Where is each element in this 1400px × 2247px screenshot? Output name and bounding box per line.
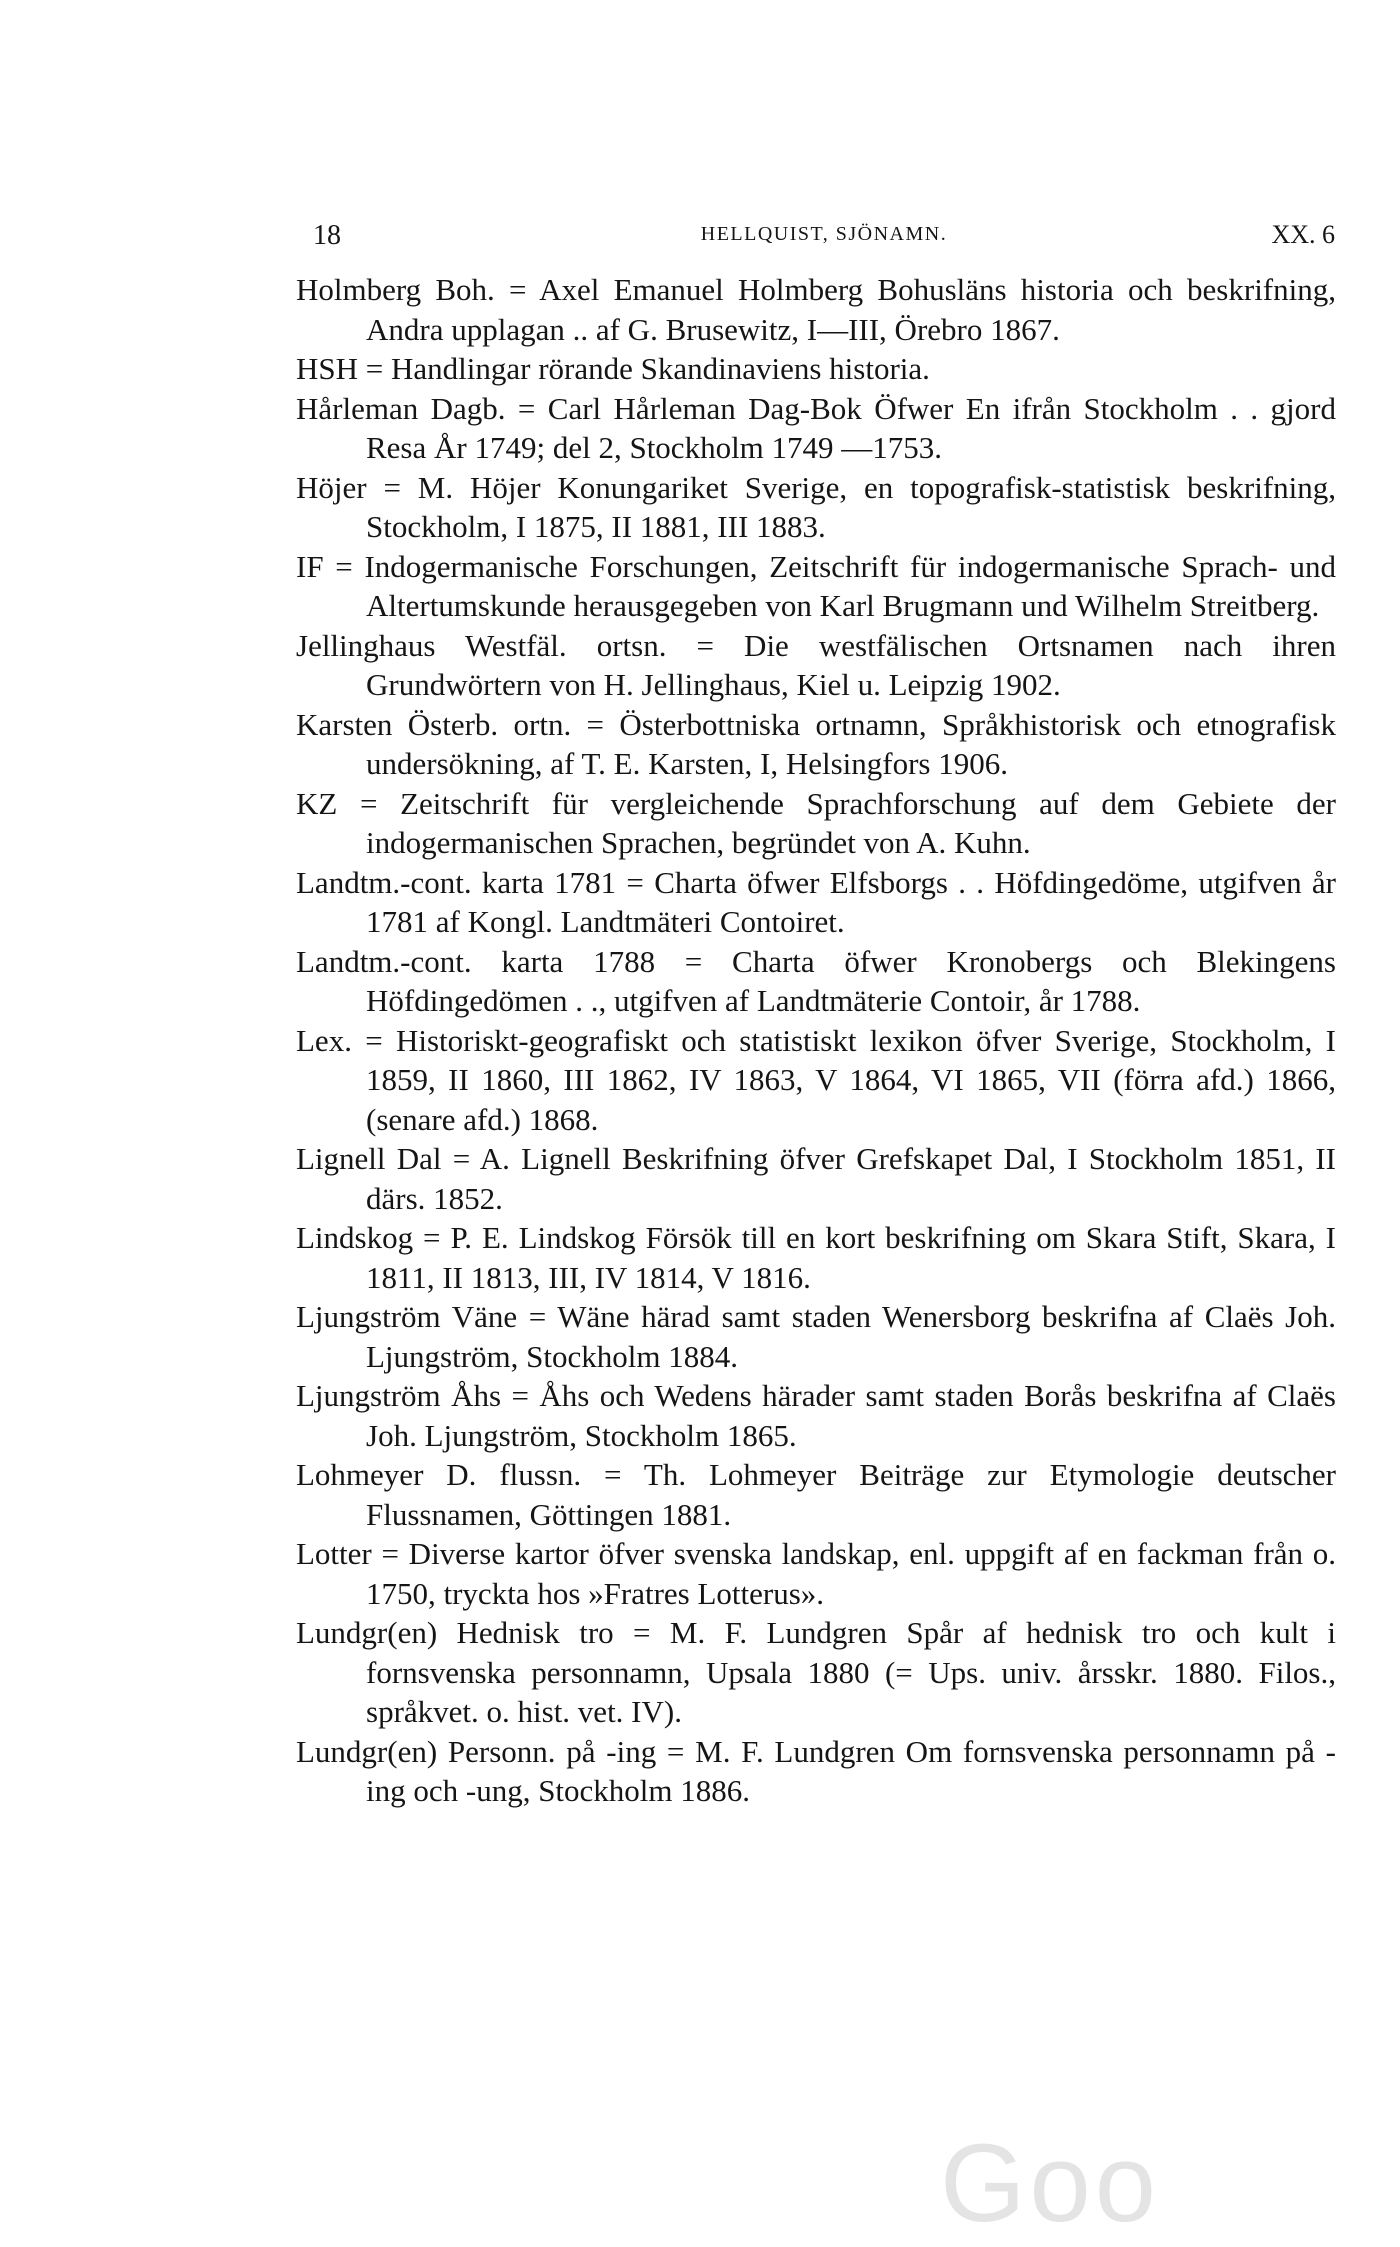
running-head: HELLQUIST, SJÖNAMN. [700,223,948,245]
bibliography-entry: HSH = Handlingar rörande Skandinaviens historia. [296,351,930,386]
bibliography-entry: Karsten Österb. ortn. = Österbottniska ortnamn, Språkhistorisk och etnografisk undersökning, af T. E. Karsten, I, Helsingfors 1906. [296,706,1336,781]
bibliography-entry: Lundgr(en) Hednisk tro = M. F. Lundgren Spår af hednisk tro och kult i fornsvenska personnamn, Upsala 1880 (= Ups. univ. årsskr. 1880. Filos., språkvet. o. hist. vet. IV). [296,1615,1336,1729]
bibliography-entry: Landtm.-cont. karta 1781 = Charta öfwer Elfsborgs . . Höfdingedöme, utgifven år 1781 af Kongl. Landtmäteri Contoiret. [296,864,1336,939]
bibliography-entry: Lohmeyer D. flussn. = Th. Lohmeyer Beiträge zur Etymologie deutscher Flussnamen, Göttingen 1881. [296,1457,1336,1532]
bibliography-entry: Holmberg Boh. = Axel Emanuel Holmberg Bohusläns historia och beskrifning, Andra upplagan .. af G. Brusewitz, I—III, Örebro 1867. [296,272,1336,347]
page-number: 18 [313,220,341,251]
bibliography-entry: Lindskog = P. E. Lindskog Försök till en kort beskrifning om Skara Stift, Skara, I 1811, II 1813, III, IV 1814, V 1816. [296,1220,1336,1295]
section-mark: XX. 6 [1271,220,1335,249]
bibliography-entry: Landtm.-cont. karta 1788 = Charta öfwer Kronobergs och Blekingens Höfdingedömen . ., utgifven af Landtmäterie Contoir, år 1788. [296,943,1336,1018]
page-header [313,220,1335,260]
bibliography-entry: Höjer = M. Höjer Konungariket Sverige, en topografisk-statistisk beskrifning, Stockholm, I 1875, II 1881, III 1883. [296,469,1336,544]
watermark: Goo [940,2122,1160,2245]
bibliography-list [296,270,1336,1811]
bibliography-entry: KZ = Zeitschrift für vergleichende Sprachforschung auf dem Gebiete der indogermanischen Sprachen, begründet von A. Kuhn. [296,785,1336,860]
bibliography-entry: Ljungström Väne = Wäne härad samt staden Wenersborg beskrifna af Claës Joh. Ljungström, Stockholm 1884. [296,1299,1336,1374]
bibliography-entry: Lignell Dal = A. Lignell Beskrifning öfver Grefskapet Dal, I Stockholm 1851, II därs. 1852. [296,1141,1336,1216]
bibliography-entry: IF = Indogermanische Forschungen, Zeitschrift für indogermanische Sprach- und Altertumskunde herausgegeben von Karl Brugmann und Wilhelm Streitberg. [296,548,1336,623]
bibliography-entry: Hårleman Dagb. = Carl Hårleman Dag-Bok Öfwer En ifrån Stockholm . . gjord Resa År 1749; del 2, Stockholm 1749 —1753. [296,390,1336,465]
bibliography-entry: Lex. = Historiskt-geografiskt och statistiskt lexikon öfver Sverige, Stockholm, I 1859, II 1860, III 1862, IV 1863, V 1864, VI 1865, VII (förra afd.) 1866, (senare afd.) 1868. [296,1022,1336,1137]
bibliography-entry: Lundgr(en) Personn. på -ing = M. F. Lundgren Om fornsvenska personnamn på -ing och -ung, Stockholm 1886. [296,1733,1336,1808]
bibliography-entry: Jellinghaus Westfäl. ortsn. = Die westfälischen Ortsnamen nach ihren Grundwörtern von H. Jellinghaus, Kiel u. Leipzig 1902. [296,627,1336,702]
bibliography-entry: Ljungström Åhs = Åhs och Wedens härader samt staden Borås beskrifna af Claës Joh. Ljungström, Stockholm 1865. [296,1378,1336,1453]
bibliography-entry: Lotter = Diverse kartor öfver svenska landskap, enl. uppgift af en fackman från o. 1750, tryckta hos »Fratres Lotterus». [296,1536,1336,1611]
